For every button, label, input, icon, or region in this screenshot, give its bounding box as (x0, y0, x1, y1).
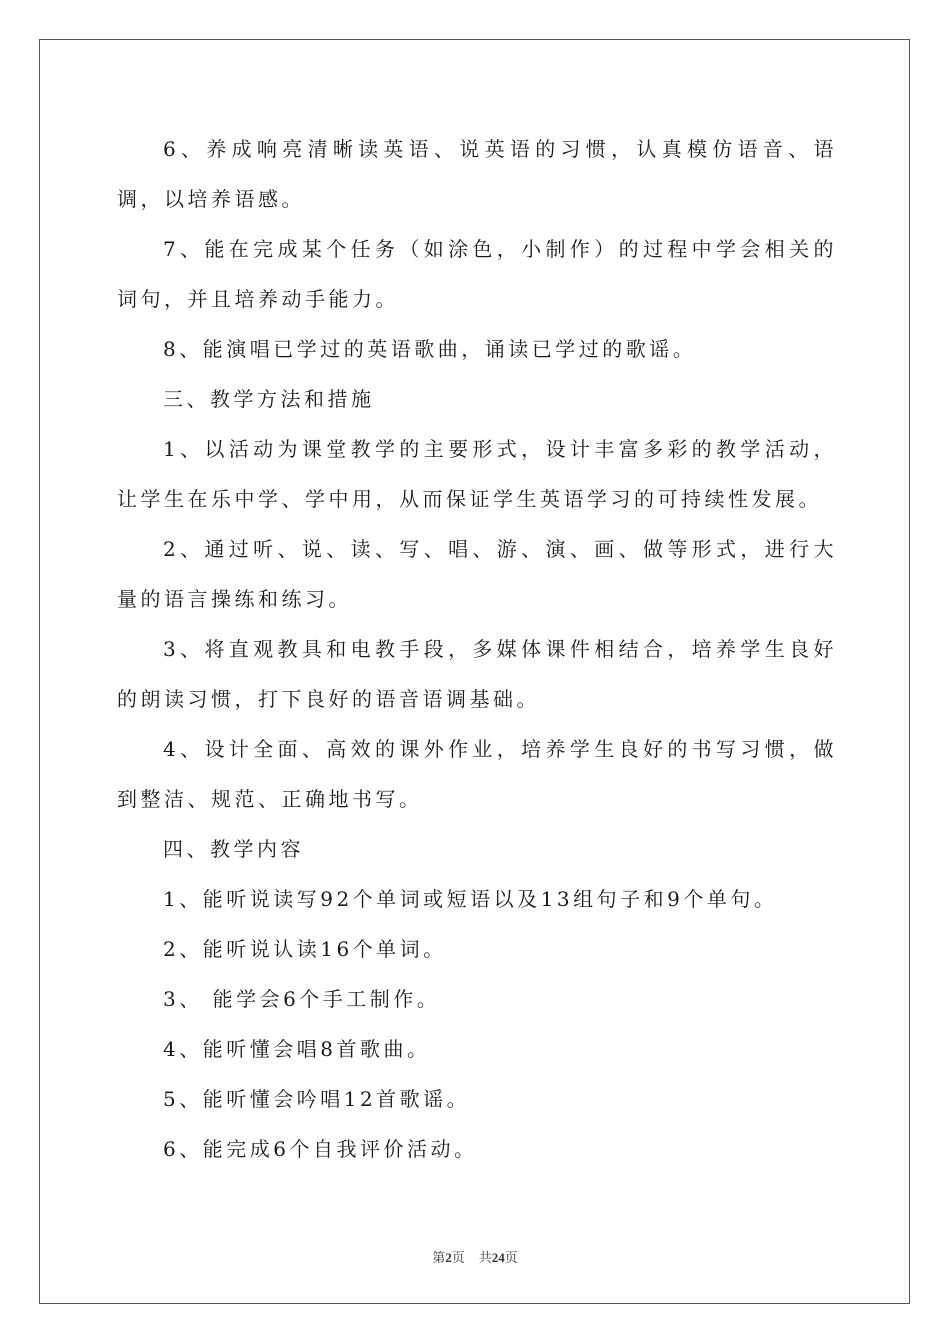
paragraph-goal-8: 8、能演唱已学过的英语歌曲，诵读已学过的歌谣。 (163, 337, 697, 361)
footer-total-suffix: 页 (504, 1250, 518, 1265)
paragraph-content-6: 6、能完成6个自我评价活动。 (163, 1137, 478, 1161)
footer-page-suffix: 页 (451, 1250, 465, 1265)
footer-total-pages: 24 (491, 1250, 505, 1265)
footer-page-prefix: 第 (432, 1250, 446, 1265)
paragraph-content-1: 1、能听说读写92个单词或短语以及13组句子和9个单句。 (163, 887, 778, 911)
paragraph-goal-6: 6、养成响亮清晰读英语、说英语的习惯，认真模仿语音、语调，以培养语感。 (117, 137, 837, 211)
footer-page-number: 2 (445, 1250, 452, 1265)
paragraph-goal-7: 7、能在完成某个任务（如涂色，小制作）的过程中学会相关的词句，并且培养动手能力。 (117, 237, 837, 311)
paragraph-method-3: 3、将直观教具和电教手段，多媒体课件相结合，培养学生良好的朗读习惯，打下良好的语音语调基础。 (117, 637, 837, 711)
paragraph-content-4: 4、能听懂会唱8首歌曲。 (163, 1037, 431, 1061)
paragraph-method-1: 1、以活动为课堂教学的主要形式，设计丰富多彩的教学活动，让学生在乐中学、学中用，从而保证学生英语学习的可持续性发展。 (117, 437, 837, 511)
paragraph-content-3: 3、 能学会6个手工制作。 (163, 987, 441, 1011)
page-footer (0, 1247, 950, 1266)
document-body (117, 124, 837, 1174)
paragraph-method-2: 2、通过听、说、读、写、唱、游、演、画、做等形式，进行大量的语言操练和练习。 (117, 537, 837, 611)
section-heading-methods: 三、教学方法和措施 (163, 387, 375, 411)
paragraph-content-5: 5、能听懂会吟唱12首歌谣。 (163, 1087, 471, 1111)
footer-total-prefix: 共 (478, 1250, 492, 1265)
paragraph-method-4: 4、设计全面、高效的课外作业，培养学生良好的书写习惯，做到整洁、规范、正确地书写。 (117, 737, 837, 811)
paragraph-content-2: 2、能听说认读16个单词。 (163, 937, 447, 961)
section-heading-content: 四、教学内容 (163, 837, 304, 861)
